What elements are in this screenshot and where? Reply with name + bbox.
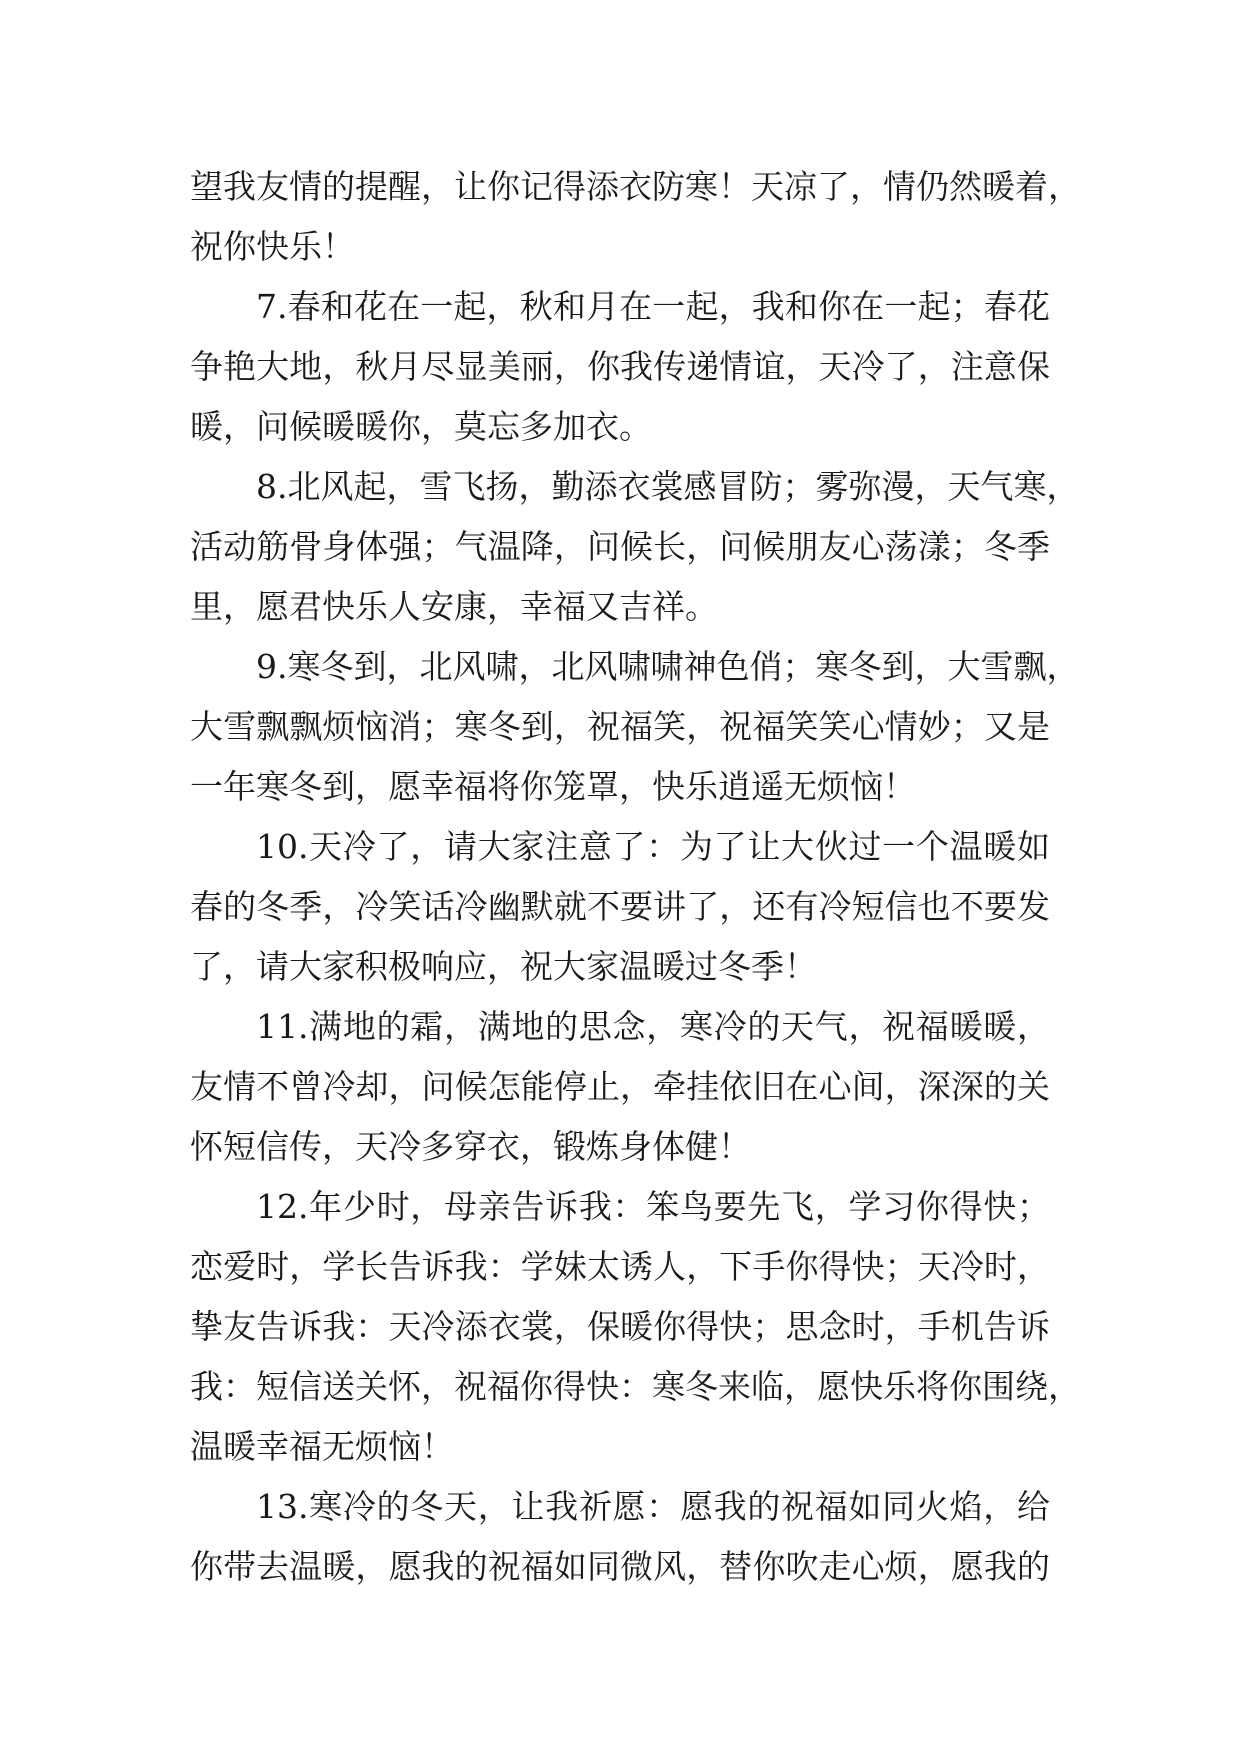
text-line: 友情不曾冷却，问候怎能停止，牵挂依旧在心间，深深的关 xyxy=(190,1067,1050,1106)
paragraph-start-10: 10.天冷了，请大家注意了：为了让大伙过一个温暖如 xyxy=(256,827,1050,866)
text-line: 春的冬季，冷笑话冷幽默就不要讲了，还有冷短信也不要发 xyxy=(190,887,1050,926)
paragraph-start-9: 9.寒冬到，北风啸，北风啸啸神色俏；寒冬到，大雪飘， xyxy=(256,647,1080,686)
text-line: 挚友告诉我：天冷添衣裳，保暖你得快；思念时，手机告诉 xyxy=(190,1307,1050,1346)
text-line: 了，请大家积极响应，祝大家温暖过冬季！ xyxy=(190,947,817,986)
text-line: 恋爱时，学长告诉我：学妹太诱人，下手你得快；天冷时， xyxy=(190,1247,1050,1286)
paragraph-start-13: 13.寒冷的冬天，让我祈愿：愿我的祝福如同火焰，给 xyxy=(256,1487,1050,1526)
text-line: 祝你快乐！ xyxy=(190,227,355,266)
paragraph-start-7: 7.春和花在一起，秋和月在一起，我和你在一起；春花 xyxy=(256,287,1050,326)
text-line: 活动筋骨身体强；气温降，问候长，问候朋友心荡漾；冬季 xyxy=(190,527,1050,566)
text-line: 里，愿君快乐人安康，幸福又吉祥。 xyxy=(190,587,718,626)
text-line: 一年寒冬到，愿幸福将你笼罩，快乐逍遥无烦恼！ xyxy=(190,767,916,806)
text-line: 怀短信传，天冷多穿衣，锻炼身体健！ xyxy=(190,1127,751,1166)
document-body xyxy=(190,157,1081,1597)
text-line: 望我友情的提醒，让你记得添衣防寒！天凉了，情仍然暖着， xyxy=(190,167,1081,206)
text-line: 争艳大地，秋月尽显美丽，你我传递情谊，天冷了，注意保 xyxy=(190,347,1050,386)
paragraph-start-11: 11.满地的霜，满地的思念，寒冷的天气，祝福暖暖， xyxy=(256,1007,1050,1046)
text-line: 暖，问候暖暖你，莫忘多加衣。 xyxy=(190,407,652,446)
text-line: 温暖幸福无烦恼！ xyxy=(190,1427,454,1466)
text-line: 你带去温暖，愿我的祝福如同微风，替你吹走心烦，愿我的 xyxy=(190,1547,1050,1586)
paragraph-start-8: 8.北风起，雪飞扬，勤添衣裳感冒防；雾弥漫，天气寒， xyxy=(256,467,1080,506)
text-line: 大雪飘飘烦恼消；寒冬到，祝福笑，祝福笑笑心情妙；又是 xyxy=(190,707,1050,746)
paragraph-start-12: 12.年少时，母亲告诉我：笨鸟要先飞，学习你得快； xyxy=(256,1187,1050,1226)
text-line: 我：短信送关怀，祝福你得快：寒冬来临，愿快乐将你围绕， xyxy=(190,1367,1081,1406)
